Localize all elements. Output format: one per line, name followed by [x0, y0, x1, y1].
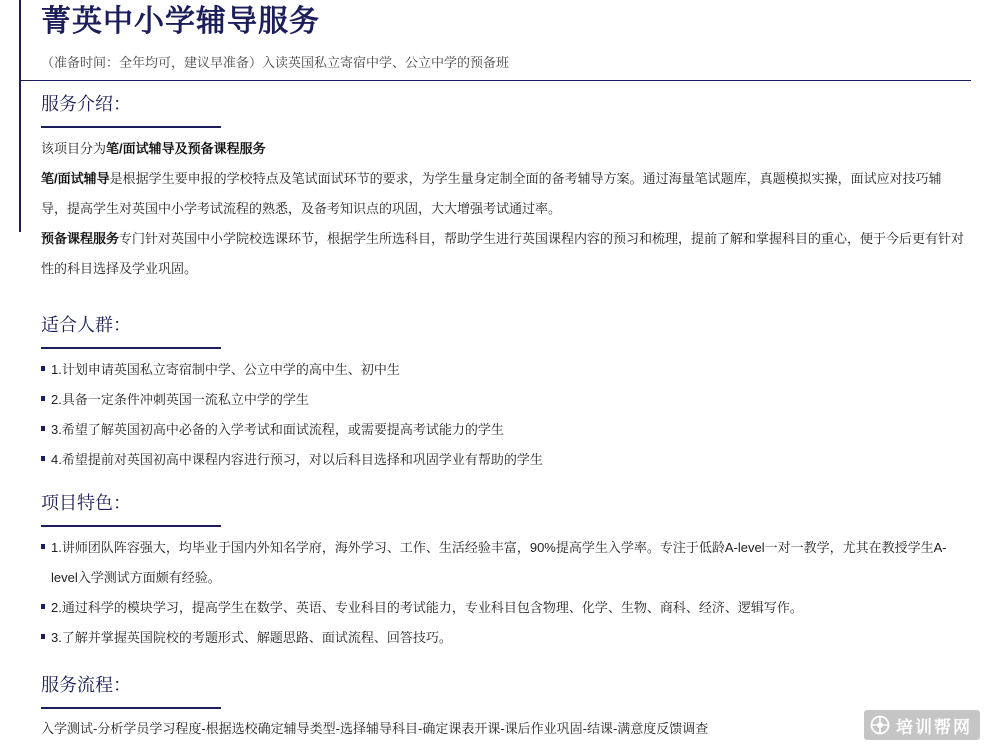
intro-paragraph-prep-text: 专门针对英国中小学院校选课环节，根据学生所选科目，帮助学生进行英国课程内容的预习和梳理，提前了解和掌握科目的重心，便于今后更有针对性的科目选择及学业巩固。 [41, 231, 965, 276]
list-item: 1.讲师团队阵容强大，均毕业于国内外知名学府，海外学习、工作、生活经验丰富，90%提高学生入学率。专注于低龄A-level一对一教学，尤其在教授学生A-level入学测试方面颇有经验。 [41, 533, 966, 593]
audience-list [41, 355, 966, 475]
section-features [41, 491, 966, 653]
section-title-audience: 适合人群： [41, 315, 131, 335]
intro-paragraph-exam [41, 164, 966, 224]
intro-summary [41, 134, 966, 164]
list-item: 4.希望提前对英国初高中课程内容进行预习，对以后科目选择和巩固学业有帮助的学生 [41, 445, 966, 475]
left-accent-rule [19, 0, 21, 232]
section-title-intro: 服务介绍： [41, 94, 131, 114]
process-flow-text: 入学测试-分析学员学习程度-根据选校确定辅导类型-选择辅导科目-确定课表开课-课后作业巩固-结课-满意度反馈调查 [41, 721, 709, 736]
features-list [41, 533, 966, 653]
section-process [41, 673, 966, 709]
section-underline [41, 347, 221, 349]
intro-paragraph-exam-text: 是根据学生要申报的学校特点及笔试面试环节的要求，为学生量身定制全面的备考辅导方案。通过海量笔试题库，真题模拟实操，面试应对技巧辅导，提高学生对英国中小学考试流程的熟悉，及备考知识点的巩固，大大增强考试通过率。 [41, 171, 942, 216]
site-watermark [864, 710, 980, 740]
section-title-features: 项目特色： [41, 493, 131, 513]
page-header [41, 4, 971, 72]
network-logo-icon [870, 715, 890, 735]
intro-paragraph-prep-label: 预备课程服务 [41, 231, 120, 246]
list-item: 3.希望了解英国初高中必备的入学考试和面试流程，或需要提高考试能力的学生 [41, 415, 966, 445]
watermark-text: 培训帮网 [896, 717, 972, 738]
intro-summary-prefix: 该项目分为 [41, 141, 107, 156]
section-title-process: 服务流程： [41, 675, 131, 695]
section-audience [41, 313, 966, 475]
list-item: 1.计划申请英国私立寄宿制中学、公立中学的高中生、初中生 [41, 355, 966, 385]
section-underline [41, 126, 221, 128]
intro-paragraph-prep [41, 224, 966, 284]
intro-paragraph-exam-label: 笔/面试辅导 [41, 171, 110, 186]
section-underline [41, 707, 221, 709]
intro-summary-bold: 笔/面试辅导及预备课程服务 [106, 141, 266, 156]
section-underline [41, 525, 221, 527]
list-item: 2.具备一定条件冲刺英国一流私立中学的学生 [41, 385, 966, 415]
section-intro [41, 92, 966, 284]
list-item: 2.通过科学的模块学习，提高学生在数学、英语、专业科目的考试能力，专业科目包含物理、化学、生物、商科、经济、逻辑写作。 [41, 593, 966, 623]
page-title: 菁英中小学辅导服务 [41, 5, 320, 38]
header-divider [20, 80, 971, 81]
page-subtitle: （准备时间：全年均可，建议早准备）入读英国私立寄宿中学、公立中学的预备班 [41, 55, 510, 70]
list-item: 3.了解并掌握英国院校的考题形式、解题思路、面试流程、回答技巧。 [41, 623, 966, 653]
